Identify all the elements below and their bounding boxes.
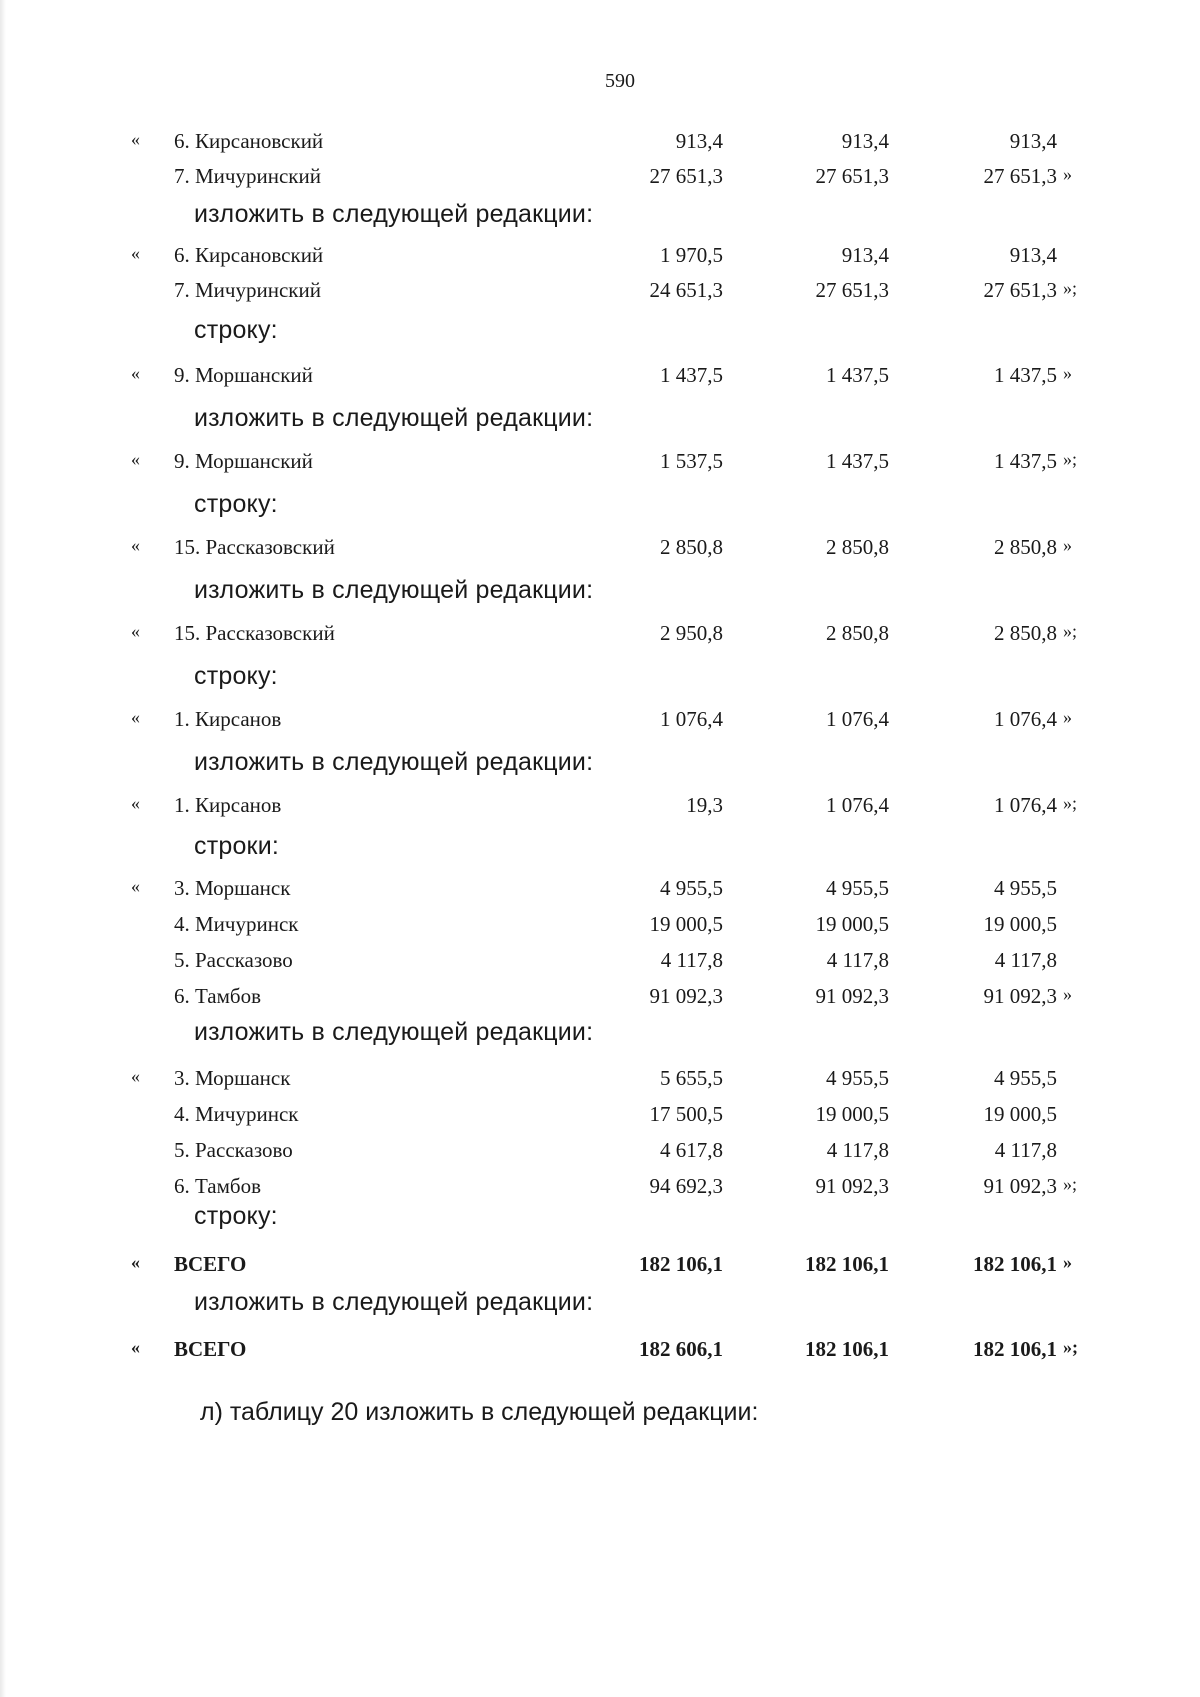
row-label: 9. Моршанский: [174, 363, 313, 387]
value-col-1: 182 606,1: [639, 1337, 723, 1361]
value-col-1: 24 651,3: [649, 278, 723, 302]
value-col-3: 182 106,1: [973, 1252, 1057, 1276]
value-col-2: 19 000,5: [815, 1102, 889, 1126]
table-row: [0, 449, 1200, 479]
row-label: 3. Моршанск: [174, 1066, 291, 1090]
table-row: [0, 793, 1200, 823]
value-col-3: 4 955,5: [994, 876, 1057, 900]
value-col-2: 1 076,4: [826, 707, 889, 731]
row-label: 1. Кирсанов: [174, 707, 282, 731]
table-row: [0, 1138, 1200, 1168]
value-col-1: 91 092,3: [649, 984, 723, 1008]
value-col-2: 2 850,8: [826, 535, 889, 559]
row-label: 5. Рассказово: [174, 948, 293, 972]
table-row: [0, 948, 1200, 978]
instruction-line: изложить в следующей редакции:: [194, 576, 594, 604]
value-col-1: 4 117,8: [660, 948, 723, 972]
close-quote: »: [1063, 164, 1072, 184]
value-col-3: 913,4: [1009, 243, 1057, 267]
value-col-3: 19 000,5: [983, 912, 1057, 936]
close-quote: »;: [1063, 1174, 1078, 1194]
instruction-line: изложить в следующей редакции:: [194, 1288, 594, 1316]
value-col-2: 27 651,3: [815, 278, 889, 302]
table-row: [0, 129, 1200, 159]
value-col-1: 2 850,8: [660, 535, 723, 559]
instruction-line: строку:: [194, 316, 278, 344]
open-quote: «: [131, 363, 140, 383]
open-quote: «: [131, 707, 140, 727]
close-quote: »: [1063, 1252, 1072, 1272]
value-col-3: 4 955,5: [994, 1066, 1057, 1090]
table-row: [0, 621, 1200, 651]
value-col-1: 913,4: [675, 129, 723, 153]
open-quote: «: [131, 1337, 140, 1357]
close-quote: »;: [1063, 793, 1078, 813]
value-col-1: 19,3: [686, 793, 723, 817]
value-col-2: 913,4: [841, 129, 889, 153]
table-row: [0, 876, 1200, 906]
row-label: 15. Рассказовский: [174, 535, 335, 559]
open-quote: «: [131, 876, 140, 896]
value-col-3: 27 651,3: [983, 278, 1057, 302]
table-row: [0, 1066, 1200, 1096]
open-quote: «: [131, 535, 140, 555]
value-col-2: 1 437,5: [826, 363, 889, 387]
table-row: [0, 363, 1200, 393]
instruction-line: строку:: [194, 490, 278, 518]
value-col-1: 1 076,4: [660, 707, 723, 731]
value-col-2: 4 117,8: [826, 1138, 889, 1162]
row-label: ВСЕГО: [174, 1252, 247, 1276]
instruction-line: строку:: [194, 1202, 278, 1230]
value-col-2: 27 651,3: [815, 164, 889, 188]
value-col-3: 1 076,4: [994, 793, 1057, 817]
value-col-3: 91 092,3: [983, 1174, 1057, 1198]
value-col-3: 2 850,8: [994, 535, 1057, 559]
row-label: 9. Моршанский: [174, 449, 313, 473]
value-col-1: 5 655,5: [660, 1066, 723, 1090]
value-col-2: 4 955,5: [826, 1066, 889, 1090]
value-col-1: 27 651,3: [649, 164, 723, 188]
value-col-3: 913,4: [1009, 129, 1057, 153]
row-label: 6. Кирсановский: [174, 243, 324, 267]
row-label: 5. Рассказово: [174, 1138, 293, 1162]
value-col-2: 182 106,1: [805, 1337, 889, 1361]
row-label: 6. Кирсановский: [174, 129, 324, 153]
close-quote: »: [1063, 535, 1072, 555]
value-col-1: 1 970,5: [660, 243, 723, 267]
table-row: [0, 535, 1200, 565]
value-col-1: 19 000,5: [649, 912, 723, 936]
value-col-3: 2 850,8: [994, 621, 1057, 645]
value-col-2: 2 850,8: [826, 621, 889, 645]
total-row: [0, 1252, 1200, 1282]
value-col-3: 91 092,3: [983, 984, 1057, 1008]
open-quote: «: [131, 243, 140, 263]
value-col-1: 182 106,1: [639, 1252, 723, 1276]
close-quote: »;: [1063, 1337, 1078, 1357]
value-col-3: 1 437,5: [994, 449, 1057, 473]
instruction-line: изложить в следующей редакции:: [194, 1018, 594, 1046]
total-row: [0, 1337, 1200, 1367]
value-col-2: 4 955,5: [826, 876, 889, 900]
close-quote: »;: [1063, 449, 1078, 469]
value-col-3: 182 106,1: [973, 1337, 1057, 1361]
value-col-2: 1 437,5: [826, 449, 889, 473]
open-quote: «: [131, 1252, 140, 1272]
table-row: [0, 707, 1200, 737]
row-label: 7. Мичуринский: [174, 164, 321, 188]
value-col-1: 94 692,3: [649, 1174, 723, 1198]
value-col-2: 19 000,5: [815, 912, 889, 936]
table-row: [0, 1174, 1200, 1204]
value-col-2: 4 117,8: [826, 948, 889, 972]
value-col-3: 4 117,8: [994, 1138, 1057, 1162]
instruction-line: изложить в следующей редакции:: [194, 200, 594, 228]
value-col-1: 2 950,8: [660, 621, 723, 645]
value-col-2: 913,4: [841, 243, 889, 267]
row-label: 6. Тамбов: [174, 984, 262, 1008]
value-col-1: 1 537,5: [660, 449, 723, 473]
table-row: [0, 1102, 1200, 1132]
open-quote: «: [131, 793, 140, 813]
value-col-2: 91 092,3: [815, 1174, 889, 1198]
table-row: [0, 984, 1200, 1014]
instruction-line: строки:: [194, 832, 280, 860]
close-quote: »: [1063, 707, 1072, 727]
row-label: 7. Мичуринский: [174, 278, 321, 302]
instruction-line: изложить в следующей редакции:: [194, 748, 594, 776]
page-number: 590: [605, 70, 635, 92]
open-quote: «: [131, 129, 140, 149]
close-quote: »;: [1063, 621, 1078, 641]
value-col-2: 182 106,1: [805, 1252, 889, 1276]
value-col-3: 1 437,5: [994, 363, 1057, 387]
row-label: 6. Тамбов: [174, 1174, 262, 1198]
open-quote: «: [131, 1066, 140, 1086]
value-col-3: 27 651,3: [983, 164, 1057, 188]
value-col-2: 1 076,4: [826, 793, 889, 817]
close-quote: »: [1063, 984, 1072, 1004]
instruction-line: изложить в следующей редакции:: [194, 404, 594, 432]
close-quote: »: [1063, 363, 1072, 383]
open-quote: «: [131, 621, 140, 641]
open-quote: «: [131, 449, 140, 469]
value-col-3: 19 000,5: [983, 1102, 1057, 1126]
row-label: 1. Кирсанов: [174, 793, 282, 817]
close-quote: »;: [1063, 278, 1078, 298]
value-col-1: 17 500,5: [649, 1102, 723, 1126]
table-row: [0, 912, 1200, 942]
row-label: ВСЕГО: [174, 1337, 247, 1361]
row-label: 4. Мичуринск: [174, 1102, 299, 1126]
table-row: [0, 243, 1200, 273]
value-col-1: 1 437,5: [660, 363, 723, 387]
closing-paragraph: л) таблицу 20 изложить в следующей редакции:: [200, 1398, 759, 1426]
row-label: 4. Мичуринск: [174, 912, 299, 936]
value-col-1: 4 617,8: [660, 1138, 723, 1162]
row-label: 3. Моршанск: [174, 876, 291, 900]
value-col-1: 4 955,5: [660, 876, 723, 900]
value-col-2: 91 092,3: [815, 984, 889, 1008]
row-label: 15. Рассказовский: [174, 621, 335, 645]
instruction-line: строку:: [194, 662, 278, 690]
value-col-3: 4 117,8: [994, 948, 1057, 972]
table-row: [0, 278, 1200, 308]
table-row: [0, 164, 1200, 194]
value-col-3: 1 076,4: [994, 707, 1057, 731]
